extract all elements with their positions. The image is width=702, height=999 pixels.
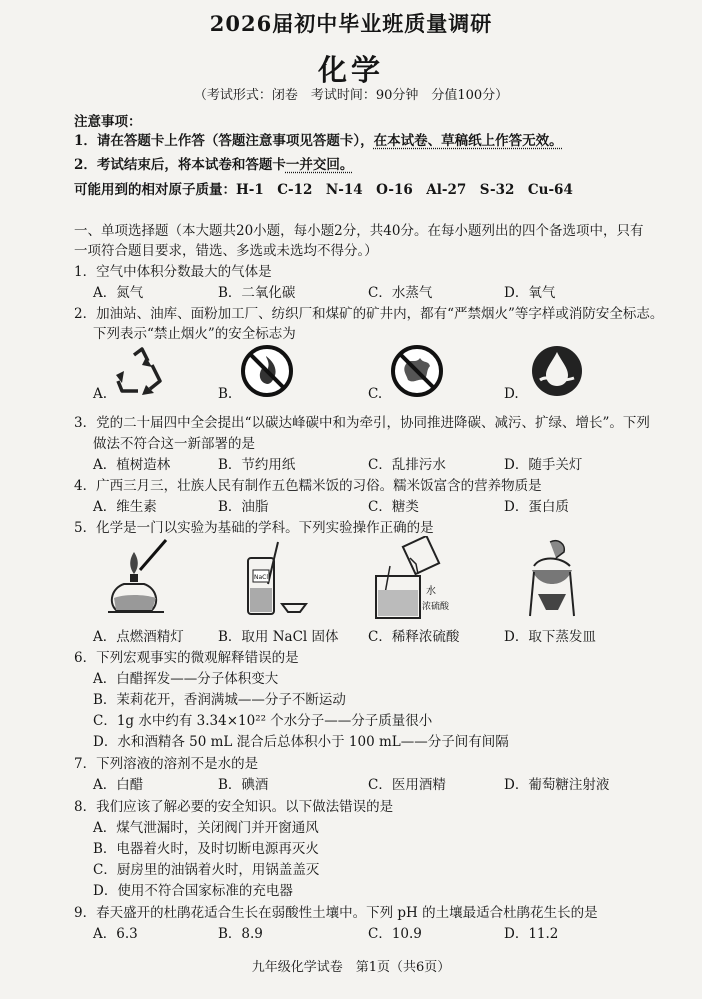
question-9-stem: 9．春天盛开的杜鹃花适合生长在弱酸性土壤中。下列 pH 的土壤最适合杜鹃花生长的是 xyxy=(74,905,598,921)
q5-option-a: A．点燃酒精灯 xyxy=(93,629,184,645)
q7-option-d: D．葡萄糖注射液 xyxy=(504,777,610,793)
q3-option-d: D．随手关灯 xyxy=(504,457,583,473)
question-2-stem-line1: 2．加油站、油库、面粉加工厂、纺织厂和煤矿的矿井内，都有“严禁烟火”等字样或消防安全标志。 xyxy=(74,306,664,322)
q5-option-c: C．稀释浓硫酸 xyxy=(368,629,460,645)
q7-option-a: A．白醋 xyxy=(93,777,144,793)
exam-title: 2026届初中毕业班质量调研 xyxy=(209,11,493,36)
nacl-label: NaCl xyxy=(254,574,269,581)
exam-info: （考试形式：闭卷 考试时间：90分钟 分值100分） xyxy=(193,88,509,103)
q9-option-c: C．10.9 xyxy=(368,926,422,942)
q9-option-d: D．11.2 xyxy=(504,926,559,942)
q8-option-b: B．电器着火时，及时切断电源再灭火 xyxy=(93,841,319,857)
q2-option-b: B. xyxy=(218,386,233,402)
water-label: 水 xyxy=(426,586,436,597)
notice-heading: 注意事项： xyxy=(74,114,142,130)
q6-option-d: D．水和酒精各 50 mL 混合后总体积小于 100 mL——分子间有间隔 xyxy=(93,734,509,750)
recycle-icon xyxy=(112,345,168,397)
question-3-stem-line1: 3．党的二十届四中全会提出“以碳达峰碳中和为牵引，协同推进降碳、减污、扩绿、增长”。下列 xyxy=(74,415,650,431)
question-8-stem: 8．我们应该了解必要的安全知识。以下做法错误的是 xyxy=(74,799,394,815)
no-smoking-icon xyxy=(390,344,444,398)
page-footer: 九年级化学试卷 第1页（共6页） xyxy=(251,960,451,975)
q4-option-b: B．油脂 xyxy=(218,499,269,515)
q7-option-b: B．碘酒 xyxy=(218,777,269,793)
section-heading-line1: 一、单项选择题（本大题共20小题，每小题2分，共40分。在每小题列出的四个备选项中，只有 xyxy=(74,223,644,239)
alcohol-lamp-illustration xyxy=(100,536,172,618)
q1-option-c: C．水蒸气 xyxy=(368,285,433,301)
q6-option-a: A．白醋挥发——分子体积变大 xyxy=(93,671,279,687)
atomic-mass-line: 可能用到的相对原子质量：H-1 C-12 N-14 O-16 Al-27 S-32 Cu-64 xyxy=(74,182,573,198)
q2-option-d: D. xyxy=(504,386,519,402)
q5-option-b: B．取用 NaCl 固体 xyxy=(218,629,339,645)
q2-option-a: A. xyxy=(93,386,108,402)
question-1-stem: 1．空气中体积分数最大的气体是 xyxy=(74,264,272,280)
q3-option-c: C．乱排污水 xyxy=(368,457,446,473)
question-2-stem-line2: 下列表示“禁止烟火”的安全标志为 xyxy=(93,326,296,342)
q8-option-c: C．厨房里的油锅着火时，用锅盖盖灭 xyxy=(93,862,320,878)
q9-option-a: A．6.3 xyxy=(93,926,138,942)
question-6-stem: 6．下列宏观事实的微观解释错误的是 xyxy=(74,650,299,666)
q1-option-a: A．氮气 xyxy=(93,285,144,301)
question-3-stem-line2: 做法不符合这一新部署的是 xyxy=(93,436,255,452)
q5-option-d: D．取下蒸发皿 xyxy=(504,629,596,645)
q8-option-d: D．使用不符合国家标准的充电器 xyxy=(93,883,293,899)
water-drop-icon xyxy=(530,344,584,398)
q9-option-b: B．8.9 xyxy=(218,926,263,942)
question-7-stem: 7．下列溶液的溶剂不是水的是 xyxy=(74,756,259,772)
q1-option-d: D．氧气 xyxy=(504,285,556,301)
notice-item-2: 2．考试结束后，将本试卷和答题卡一并交回。 xyxy=(74,157,354,173)
q4-option-c: C．糖类 xyxy=(368,499,419,515)
q6-option-b: B．茉莉花开，香润满城——分子不断运动 xyxy=(93,692,346,708)
q8-option-a: A．煤气泄漏时，关闭阀门并开窗通风 xyxy=(93,820,319,836)
q2-option-c: C. xyxy=(368,386,383,402)
evaporating-dish-illustration xyxy=(520,536,586,618)
q7-option-c: C．医用酒精 xyxy=(368,777,446,793)
no-fire-icon xyxy=(240,344,294,398)
q1-option-b: B．二氧化碳 xyxy=(218,285,296,301)
notice-item-1: 1．请在答题卡上作答（答题注意事项见答题卡），在本试卷、草稿纸上作答无效。 xyxy=(74,133,563,149)
subject-title: 化学 xyxy=(317,53,384,87)
q4-option-d: D．蛋白质 xyxy=(504,499,569,515)
q3-option-a: A．植树造林 xyxy=(93,457,171,473)
question-4-stem: 4．广西三月三，壮族人民有制作五色糯米饭的习俗。糯米饭富含的营养物质是 xyxy=(74,478,542,494)
dilution-illustration xyxy=(370,536,470,622)
q4-option-a: A．维生素 xyxy=(93,499,157,515)
acid-label: 浓硫酸 xyxy=(422,602,450,612)
nacl-bottle-illustration xyxy=(238,540,314,620)
q3-option-b: B．节约用纸 xyxy=(218,457,296,473)
section-heading-line2: 一项符合题目要求，错选、多选或未选均不得分。） xyxy=(74,243,378,259)
q6-option-c: C．1g 水中约有 3.34×10²² 个水分子——分子质量很小 xyxy=(93,713,433,729)
question-5-stem: 5．化学是一门以实验为基础的学科。下列实验操作正确的是 xyxy=(74,520,434,536)
